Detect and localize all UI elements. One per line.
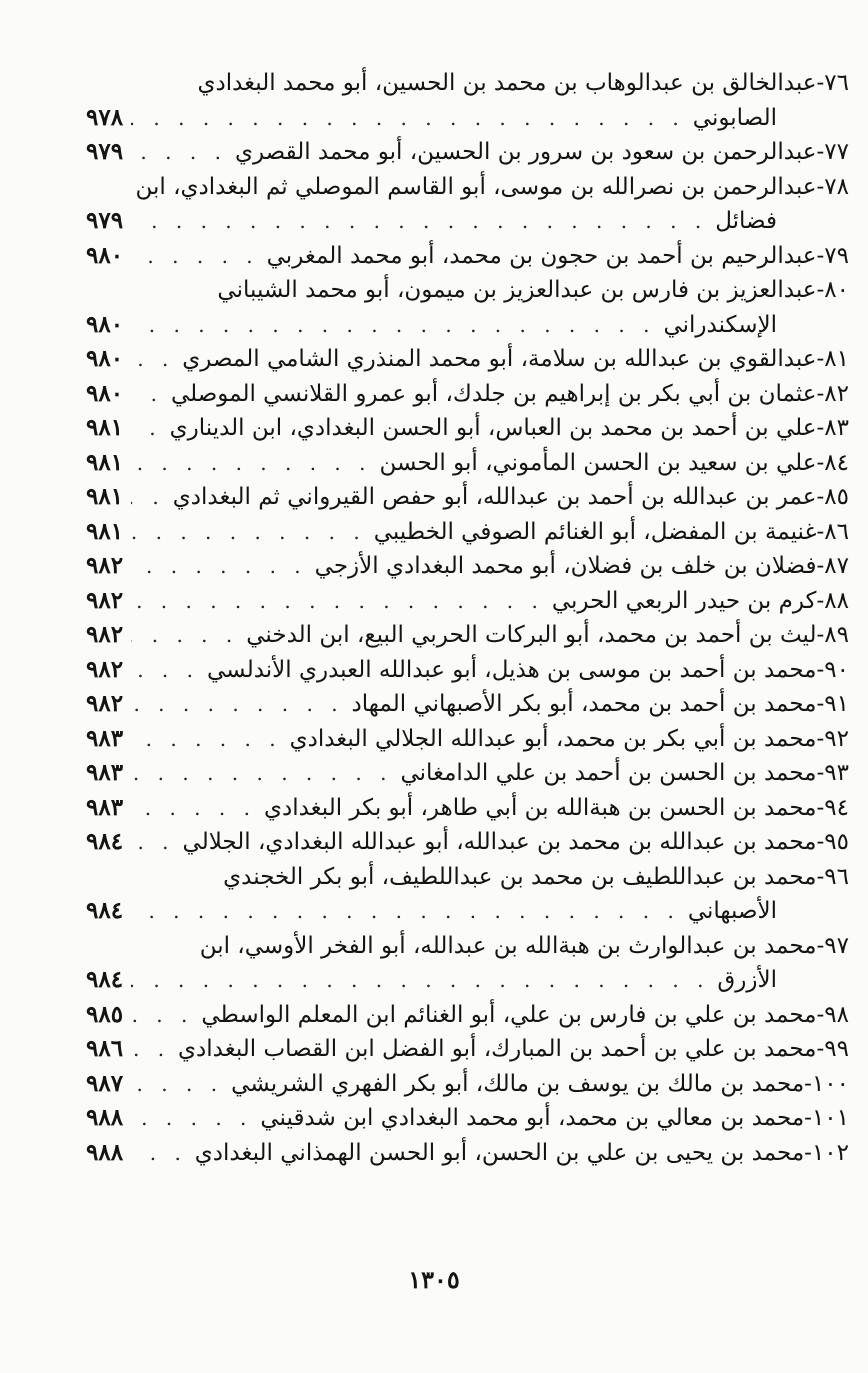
- entry-page-number: ٩٨٢: [86, 586, 124, 614]
- entry-number: ٩١-: [816, 691, 849, 717]
- entry-number: ٨٥-: [816, 484, 849, 510]
- entry-title: الأصبهاني: [687, 898, 777, 924]
- dot-leader: [131, 963, 709, 998]
- dot-leader: [131, 480, 165, 515]
- toc-entry-line: [86, 1101, 849, 1136]
- entry-page-number: ٩٨٠: [86, 241, 124, 269]
- entry-page-number: ٩٨٣: [86, 759, 124, 786]
- entry-page-number: ٩٨٣: [86, 724, 124, 752]
- entry-page-number: ٩٧٩: [86, 138, 124, 165]
- entry-title: محمد بن الحسن بن أحمد بن علي الدامغاني: [400, 760, 817, 786]
- toc-entry-line: [86, 929, 849, 964]
- entry-title: ليث بن أحمد بن محمد، أبو البركات الحربي البيع، ابن الدخني: [246, 622, 817, 648]
- dot-leader: [131, 204, 707, 239]
- entry-number: ٩٨-: [816, 1001, 849, 1028]
- entry-page-number: ٩٨٢: [86, 621, 124, 648]
- entry-title: عبدالرحمن بن نصرالله بن موسى، أبو القاسم الموصلي ثم البغدادي، ابن: [135, 173, 817, 200]
- entry-number: ٨٤-: [816, 449, 849, 476]
- entry-number: ٩٢-: [816, 725, 849, 752]
- entry-title: عثمان بن أبي بكر بن إبراهيم بن جلدك، أبو عمرو القلانسي الموصلي: [170, 380, 817, 407]
- entry-title: عبدالرحيم بن أحمد بن حجون بن محمد، أبو محمد المغربي: [266, 242, 817, 269]
- entry-page-number: ٩٨٢: [86, 690, 124, 717]
- entry-title: محمد بن علي بن فارس بن علي، أبو الغنائم ابن المعلم الواسطي: [201, 1001, 817, 1028]
- entry-title: محمد بن الحسن بن هبةالله بن أبي طاهر، أبو بكر البغدادي: [263, 794, 817, 821]
- entry-title: محمد بن أحمد بن موسى بن هذيل، أبو عبدالله العبدري الأندلسي: [207, 656, 817, 683]
- toc-entry-line: [86, 515, 849, 550]
- toc-entry-line: [86, 549, 849, 584]
- dot-leader: [131, 135, 227, 170]
- dot-leader: [131, 894, 680, 929]
- toc-entry-line: [86, 342, 849, 377]
- entry-number: ٨٣-: [816, 415, 849, 441]
- entry-title: فضلان بن خلف بن فضلان، أبو محمد البغدادي الأزجي: [314, 553, 817, 579]
- entry-page-number: ٩٨٢: [86, 552, 124, 579]
- toc-entry-line: [86, 411, 849, 446]
- entry-title: عبدالقوي بن عبدالله بن سلامة، أبو محمد المنذري الشامي المصري: [182, 346, 817, 372]
- entry-page-number: ٩٨٤: [86, 897, 124, 924]
- entry-title: محمد بن مالك بن يوسف بن مالك، أبو بكر الفهري الشريشي: [231, 1070, 805, 1097]
- toc-entry-line: [86, 618, 849, 653]
- toc-entry-line: [86, 377, 849, 412]
- toc-entry-line: [86, 480, 849, 515]
- toc-entry-line: [86, 791, 849, 826]
- toc-entry-line: [86, 1032, 849, 1067]
- entry-page-number: ٩٨٥: [86, 1000, 124, 1028]
- dot-leader: [131, 446, 371, 481]
- toc-entry-line: [86, 860, 849, 895]
- toc-entry-line: [86, 1136, 849, 1171]
- toc-entry-line: [86, 756, 849, 791]
- entry-title: محمد بن عبدالله بن محمد بن عبدالله، أبو عبدالله البغدادي، الجلالي: [182, 829, 817, 855]
- entry-page-number: ٩٨٤: [86, 966, 124, 993]
- entry-title: الإسكندراني: [663, 311, 777, 338]
- entry-title: محمد بن علي بن أحمد بن المبارك، أبو الفضل ابن القصاب البغدادي: [178, 1036, 817, 1062]
- entry-title: عبدالعزيز بن فارس بن عبدالعزيز بن ميمون، أبو محمد الشيباني: [217, 277, 817, 303]
- entry-number: ٧٦-: [816, 70, 849, 96]
- toc-entry-line: [86, 446, 849, 481]
- entry-number: ٨٨-: [816, 587, 849, 614]
- toc-entry-line: [86, 653, 849, 688]
- dot-leader: [131, 1136, 187, 1171]
- entry-page-number: ٩٧٩: [86, 207, 124, 234]
- entry-title: محمد بن أحمد بن محمد، أبو بكر الأصبهاني المهاد: [351, 691, 817, 717]
- toc-entry-line: [86, 1067, 849, 1102]
- entry-title: محمد بن معالي بن محمد، أبو محمد البغدادي ابن شدقيني: [260, 1105, 805, 1131]
- entry-number: ٧٧-: [816, 139, 849, 165]
- entry-page-number: ٩٨١: [86, 517, 124, 545]
- dot-leader: [131, 239, 259, 274]
- entry-number: ٩٩-: [816, 1036, 849, 1062]
- dot-leader: [131, 825, 174, 860]
- entry-number: ١٠٢-: [804, 1139, 849, 1166]
- toc-entry-line: [86, 101, 849, 136]
- dot-leader: [131, 584, 544, 619]
- entry-number: ٨٢-: [816, 380, 849, 407]
- entry-number: ٨٠-: [816, 277, 849, 303]
- entry-title: عمر بن عبدالله بن أحمد بن عبدالله، أبو حفص القيرواني ثم البغدادي: [172, 484, 817, 510]
- dot-leader: [131, 791, 256, 826]
- table-of-contents: [86, 66, 849, 1170]
- dot-leader: [131, 687, 343, 722]
- entry-page-number: ٩٨١: [86, 448, 124, 476]
- dot-leader: [131, 377, 163, 412]
- entry-title: محمد بن عبدالوارث بن هبةالله بن عبدالله، أبو الفخر الأوسي، ابن: [199, 932, 817, 959]
- entry-title: الصابوني: [692, 104, 777, 131]
- dot-leader: [131, 1032, 170, 1067]
- dot-leader: [131, 411, 162, 446]
- entry-title: محمد بن أبي بكر بن محمد، أبو عبدالله الجلالي البغدادي: [289, 725, 817, 752]
- entry-page-number: ٩٨٨: [86, 1138, 124, 1166]
- entry-page-number: ٩٨٠: [86, 310, 124, 338]
- entry-page-number: ٩٨٢: [86, 655, 124, 683]
- entry-page-number: ٩٨٠: [86, 379, 124, 407]
- entry-number: ٩٠-: [816, 656, 849, 683]
- toc-entry-line: [86, 135, 849, 170]
- entry-title: علي بن سعيد بن الحسن المأموني، أبو الحسن: [379, 449, 817, 476]
- entry-number: ٩٣-: [816, 760, 849, 786]
- toc-entry-line: [86, 273, 849, 308]
- entry-title: فضائل: [715, 208, 777, 234]
- dot-leader: [131, 722, 282, 757]
- toc-entry-line: [86, 998, 849, 1033]
- entry-page-number: ٩٨٤: [86, 828, 124, 855]
- entry-number: ٨٧-: [816, 553, 849, 579]
- dot-leader: [131, 653, 199, 688]
- toc-entry-line: [86, 204, 849, 239]
- entry-page-number: ٩٨١: [86, 414, 124, 441]
- dot-leader: [131, 618, 238, 653]
- entry-page-number: ٩٨٧: [86, 1069, 124, 1097]
- entry-number: ٧٩-: [816, 242, 849, 269]
- dot-leader: [131, 101, 685, 136]
- entry-page-number: ٩٨٠: [86, 345, 124, 372]
- toc-entry-line: [86, 308, 849, 343]
- entry-number: ٨٦-: [816, 518, 849, 545]
- entry-title: علي بن أحمد بن محمد بن العباس، أبو الحسن البغدادي، ابن الديناري: [169, 415, 817, 441]
- dot-leader: [131, 998, 193, 1033]
- entry-number: ٧٨-: [816, 173, 849, 200]
- toc-entry-line: [86, 825, 849, 860]
- toc-entry-line: [86, 66, 849, 101]
- entry-page-number: ٩٨٨: [86, 1104, 124, 1131]
- entry-page-number: ٩٨١: [86, 483, 124, 510]
- entry-number: ٩٦-: [816, 863, 849, 890]
- toc-entry-line: [86, 239, 849, 274]
- entry-number: ٨١-: [816, 346, 849, 372]
- entry-title: محمد بن عبداللطيف بن محمد بن عبداللطيف، أبو بكر الخجندي: [223, 863, 817, 890]
- entry-number: ١٠١-: [804, 1105, 849, 1131]
- entry-title: عبدالخالق بن عبدالوهاب بن محمد بن الحسين، أبو محمد البغدادي: [197, 70, 817, 96]
- toc-entry-line: [86, 170, 849, 205]
- dot-leader: [131, 308, 655, 343]
- toc-entry-line: [86, 963, 849, 998]
- entry-number: ٨٩-: [816, 622, 849, 648]
- dot-leader: [131, 342, 174, 377]
- entry-number: ١٠٠-: [804, 1070, 849, 1097]
- toc-entry-line: [86, 722, 849, 757]
- entry-title: الأزرق: [717, 967, 777, 993]
- entry-title: عبدالرحمن بن سعود بن سرور بن الحسين، أبو محمد القصري: [234, 139, 817, 165]
- dot-leader: [131, 515, 366, 550]
- entry-number: ٩٧-: [816, 932, 849, 959]
- entry-page-number: ٩٧٨: [86, 103, 124, 131]
- toc-entry-line: [86, 894, 849, 929]
- entry-title: كرم بن حيدر الربعي الحربي: [551, 587, 817, 614]
- dot-leader: [131, 756, 392, 791]
- toc-entry-line: [86, 687, 849, 722]
- entry-title: غنيمة بن المفضل، أبو الغنائم الصوفي الخطيبي: [373, 518, 817, 545]
- entry-page-number: ٩٨٦: [86, 1035, 124, 1062]
- entry-page-number: ٩٨٣: [86, 793, 124, 821]
- toc-entry-line: [86, 584, 849, 619]
- entry-number: ٩٤-: [816, 794, 849, 821]
- entry-number: ٩٥-: [816, 829, 849, 855]
- dot-leader: [131, 1101, 252, 1136]
- entry-title: محمد بن يحيى بن علي بن الحسن، أبو الحسن الهمذاني البغدادي: [194, 1139, 805, 1166]
- dot-leader: [131, 1067, 223, 1102]
- page-number: ١٣٠٥: [408, 1265, 460, 1294]
- dot-leader: [131, 549, 307, 584]
